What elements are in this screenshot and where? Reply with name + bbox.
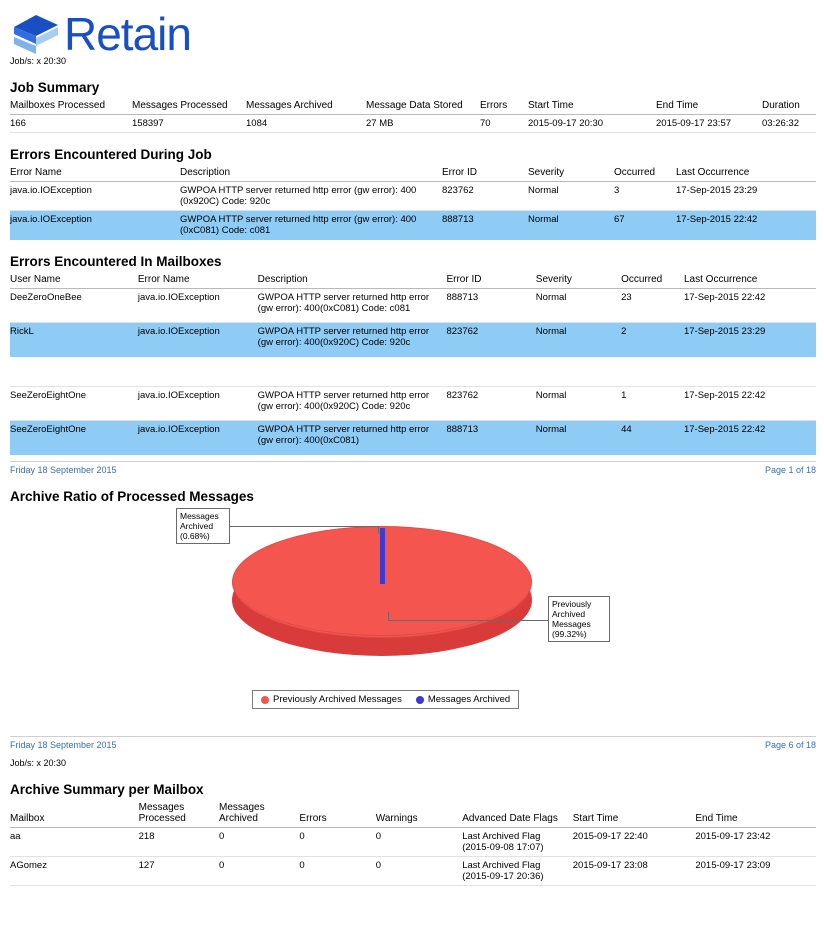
errors-in-mailboxes-table (10, 273, 816, 455)
col-severity: Severity (536, 273, 621, 289)
cell-description: GWPOA HTTP server returned http error (gw error): 400(0x920C) Code: 920c (258, 387, 447, 421)
cell-end-time: 2015-09-17 23:42 (695, 828, 816, 857)
col-messages-archived: Messages Archived (246, 99, 366, 115)
jobs-line-top: Job/s: x 20:30 (10, 56, 67, 66)
col-message-data-stored: Message Data Stored (366, 99, 480, 115)
table-row (10, 182, 816, 211)
cell-error-id: 823762 (446, 387, 535, 421)
table-row (10, 211, 816, 240)
legend-swatch-icon (261, 696, 269, 704)
errors-during-job-table (10, 166, 816, 240)
cell-start-time: 2015-09-17 23:08 (573, 857, 696, 886)
cell-description: GWPOA HTTP server returned http error (gw error): 400 (0xC081) Code: c081 (180, 211, 442, 240)
leader-line-right (388, 620, 548, 621)
cell-end-time: 2015-09-17 23:57 (656, 115, 762, 133)
cell-error-name: java.io.IOException (10, 211, 180, 240)
cell-severity: Normal (528, 211, 614, 240)
table-row (10, 289, 816, 323)
cell-error-id: 888713 (446, 421, 535, 455)
cell-message-data-stored: 27 MB (366, 115, 480, 133)
cell-start-time: 2015-09-17 20:30 (528, 115, 656, 133)
cell-user-name: SeeZeroEightOne (10, 421, 138, 455)
cell-last-occurrence: 17-Sep-2015 23:29 (676, 182, 816, 211)
col-start-time: Start Time (573, 801, 696, 828)
jobs-line-bottom: Job/s: x 20:30 (10, 758, 67, 768)
cell-error-name: java.io.IOException (138, 387, 258, 421)
pie-slice-messages-archived (380, 528, 385, 584)
cell-messages-processed: 127 (139, 857, 219, 886)
errors-job-title: Errors Encountered During Job (10, 147, 212, 162)
page-footer-2 (10, 736, 816, 750)
col-messages-processed: Messages Processed (139, 801, 219, 828)
col-error-name: Error Name (138, 273, 258, 289)
col-last-occurrence: Last Occurrence (684, 273, 816, 289)
cell-messages-archived: 1084 (246, 115, 366, 133)
cell-error-name: java.io.IOException (138, 421, 258, 455)
cell-occurred: 44 (621, 421, 684, 455)
callout-messages-archived (176, 508, 230, 544)
legend-item-previously-archived (261, 694, 402, 705)
chart-legend (252, 690, 519, 709)
cell-severity: Normal (536, 289, 621, 323)
col-mailbox: Mailbox (10, 801, 139, 828)
cell-last-occurrence: 17-Sep-2015 22:42 (676, 211, 816, 240)
footer-date: Friday 18 September 2015 (10, 465, 117, 475)
cell-severity: Normal (536, 323, 621, 357)
callout-line-2: Archived (180, 521, 214, 531)
cell-end-time: 2015-09-17 23:09 (695, 857, 816, 886)
callout-line-1: Previously (552, 599, 592, 609)
table-row (10, 323, 816, 357)
brand-header (0, 0, 824, 58)
footer-page-number: Page 6 of 18 (764, 740, 816, 750)
col-occurred: Occurred (614, 166, 676, 182)
legend-item-messages-archived (416, 694, 510, 705)
cell-errors: 0 (299, 828, 375, 857)
callout-line-3: Messages (552, 619, 591, 629)
archive-summary-table (10, 801, 816, 886)
col-errors: Errors (299, 801, 375, 828)
cell-occurred: 67 (614, 211, 676, 240)
cell-error-name: java.io.IOException (138, 289, 258, 323)
col-end-time: End Time (656, 99, 762, 115)
legend-label: Previously Archived Messages (273, 694, 402, 705)
cell-messages-processed: 218 (139, 828, 219, 857)
cell-user-name: SeeZeroEightOne (10, 387, 138, 421)
footer-date: Friday 18 September 2015 (10, 740, 117, 750)
leader-line-right-drop (388, 612, 389, 621)
table-row (10, 387, 816, 421)
cell-occurred: 3 (614, 182, 676, 211)
cell-user-name: RickL (10, 323, 138, 357)
col-start-time: Start Time (528, 99, 656, 115)
cell-error-id: 823762 (446, 323, 535, 357)
cell-messages-archived: 0 (219, 857, 299, 886)
spacer-cell (10, 357, 816, 387)
col-description: Description (180, 166, 442, 182)
archive-summary-title: Archive Summary per Mailbox (10, 782, 204, 797)
archive-ratio-pie-chart (10, 508, 816, 730)
brand-name: Retain (64, 8, 191, 60)
cell-occurred: 1 (621, 387, 684, 421)
cell-error-name: java.io.IOException (10, 182, 180, 211)
cell-warnings: 0 (376, 857, 462, 886)
col-mailboxes-processed: Mailboxes Processed (10, 99, 132, 115)
leader-line-left (230, 526, 378, 527)
table-row (10, 828, 816, 857)
leader-line-left-drop (378, 526, 379, 534)
job-summary-title: Job Summary (10, 80, 100, 95)
table-row (10, 857, 816, 886)
col-last-occurrence: Last Occurrence (676, 166, 816, 182)
cell-mailbox: aa (10, 828, 139, 857)
retain-logo-icon (10, 11, 62, 57)
table-header-row (10, 801, 816, 828)
col-messages-processed: Messages Processed (132, 99, 246, 115)
callout-line-1: Messages (180, 511, 219, 521)
cell-occurred: 23 (621, 289, 684, 323)
cell-last-occurrence: 17-Sep-2015 23:29 (684, 323, 816, 357)
cell-error-name: java.io.IOException (138, 323, 258, 357)
cell-description: GWPOA HTTP server returned http error (gw error): 400(0x920C) Code: 920c (258, 323, 447, 357)
col-errors: Errors (480, 99, 528, 115)
cell-occurred: 2 (621, 323, 684, 357)
cell-messages-archived: 0 (219, 828, 299, 857)
callout-line-4: (99.32%) (552, 629, 587, 639)
chart-title: Archive Ratio of Processed Messages (10, 489, 254, 504)
cell-messages-processed: 158397 (132, 115, 246, 133)
col-severity: Severity (528, 166, 614, 182)
cell-last-occurrence: 17-Sep-2015 22:42 (684, 387, 816, 421)
cell-warnings: 0 (376, 828, 462, 857)
callout-line-2: Archived (552, 609, 586, 619)
cell-description: GWPOA HTTP server returned http error (gw error): 400(0xC081) (258, 421, 447, 455)
page-footer-1 (10, 461, 816, 475)
callout-previously-archived-messages (548, 596, 610, 642)
cell-start-time: 2015-09-17 22:40 (573, 828, 696, 857)
pie-graphic (232, 526, 532, 656)
cell-severity: Normal (536, 421, 621, 455)
col-error-id: Error ID (446, 273, 535, 289)
cell-user-name: DeeZeroOneBee (10, 289, 138, 323)
cell-severity: Normal (528, 182, 614, 211)
col-error-name: Error Name (10, 166, 180, 182)
cell-severity: Normal (536, 387, 621, 421)
callout-line-3: (0.68%) (180, 531, 210, 541)
col-occurred: Occurred (621, 273, 684, 289)
cell-last-occurrence: 17-Sep-2015 22:42 (684, 289, 816, 323)
table-header-row (10, 166, 816, 182)
cell-error-id: 888713 (442, 211, 528, 240)
cell-description: GWPOA HTTP server returned http error (gw error): 400(0xC081) Code: c081 (258, 289, 447, 323)
table-row (10, 421, 816, 455)
footer-page-number: Page 1 of 18 (764, 465, 816, 475)
table-header-row (10, 99, 816, 115)
cell-mailbox: AGomez (10, 857, 139, 886)
cell-last-occurrence: 17-Sep-2015 22:42 (684, 421, 816, 455)
errors-mailboxes-title: Errors Encountered In Mailboxes (10, 254, 222, 269)
col-error-id: Error ID (442, 166, 528, 182)
table-row (10, 115, 816, 133)
cell-advanced-date-flags: Last Archived Flag (2015-09-17 20:36) (462, 857, 573, 886)
col-messages-archived: Messages Archived (219, 801, 299, 828)
cell-mailboxes-processed: 166 (10, 115, 132, 133)
cell-error-id: 823762 (442, 182, 528, 211)
cell-error-id: 888713 (446, 289, 535, 323)
cell-duration: 03:26:32 (762, 115, 816, 133)
col-duration: Duration (762, 99, 816, 115)
legend-label: Messages Archived (427, 694, 511, 705)
job-summary-table (10, 99, 816, 133)
col-end-time: End Time (695, 801, 816, 828)
cell-advanced-date-flags: Last Archived Flag (2015-09-08 17:07) (462, 828, 573, 857)
col-warnings: Warnings (376, 801, 462, 828)
cell-errors: 0 (299, 857, 375, 886)
table-header-row (10, 273, 816, 289)
table-row-spacer (10, 357, 816, 387)
cell-errors: 70 (480, 115, 528, 133)
legend-swatch-icon (416, 696, 424, 704)
col-description: Description (258, 273, 447, 289)
col-advanced-date-flags: Advanced Date Flags (462, 801, 573, 828)
col-user-name: User Name (10, 273, 138, 289)
cell-description: GWPOA HTTP server returned http error (gw error): 400 (0x920C) Code: 920c (180, 182, 442, 211)
